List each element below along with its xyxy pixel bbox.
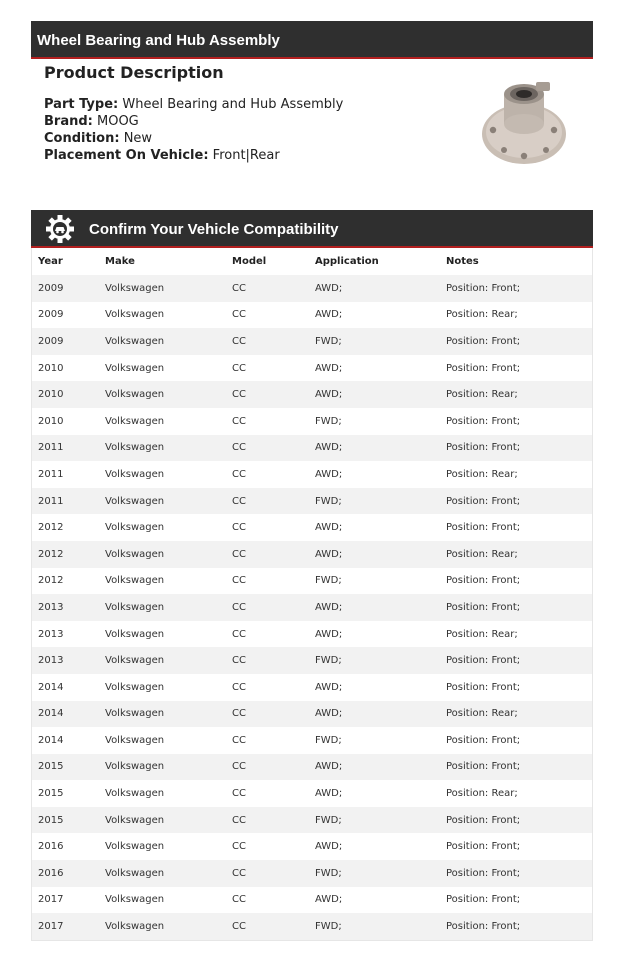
- cell-model: CC: [232, 601, 246, 613]
- cell-notes: Position: Rear;: [446, 548, 518, 560]
- cell-notes: Position: Front;: [446, 282, 521, 294]
- cell-year: 2015: [38, 761, 64, 773]
- cell-application: AWD;: [315, 708, 343, 720]
- cell-application: FWD;: [315, 415, 342, 427]
- table-row: [32, 674, 592, 701]
- cell-year: 2012: [38, 575, 64, 587]
- cell-application: AWD;: [315, 841, 343, 853]
- table-row: [32, 833, 592, 860]
- col-model: Model: [232, 256, 267, 267]
- cell-application: AWD;: [315, 601, 343, 613]
- cell-make: Volkswagen: [105, 362, 165, 374]
- cell-make: Volkswagen: [105, 708, 165, 720]
- cell-year: 2010: [38, 415, 64, 427]
- compatibility-bar: [31, 210, 593, 248]
- cell-application: AWD;: [315, 442, 343, 454]
- cell-make: Volkswagen: [105, 681, 165, 693]
- cell-model: CC: [232, 788, 246, 800]
- cell-notes: Position: Front;: [446, 894, 521, 906]
- cell-make: Volkswagen: [105, 921, 165, 933]
- field-label: Part Type:: [44, 97, 119, 112]
- cell-model: CC: [232, 681, 246, 693]
- cell-make: Volkswagen: [105, 468, 165, 480]
- table-row: [32, 860, 592, 887]
- cell-notes: Position: Rear;: [446, 309, 518, 321]
- cell-model: CC: [232, 867, 246, 879]
- cell-make: Volkswagen: [105, 495, 165, 507]
- cell-application: FWD;: [315, 495, 342, 507]
- table-row: [32, 807, 592, 834]
- cell-make: Volkswagen: [105, 814, 165, 826]
- table-row: [32, 568, 592, 595]
- cell-notes: Position: Front;: [446, 734, 521, 746]
- gear-car-icon: [45, 214, 75, 244]
- cell-application: AWD;: [315, 681, 343, 693]
- cell-make: Volkswagen: [105, 442, 165, 454]
- wheel-hub-image: [478, 74, 574, 170]
- table-row: [32, 541, 592, 568]
- cell-year: 2015: [38, 814, 64, 826]
- table-row: [32, 355, 592, 382]
- field-label: Brand:: [44, 114, 93, 129]
- table-row: [32, 780, 592, 807]
- cell-year: 2016: [38, 867, 64, 879]
- col-make: Make: [105, 256, 135, 267]
- cell-model: CC: [232, 628, 246, 640]
- cell-model: CC: [232, 442, 246, 454]
- cell-notes: Position: Front;: [446, 761, 521, 773]
- cell-make: Volkswagen: [105, 548, 165, 560]
- cell-notes: Position: Rear;: [446, 389, 518, 401]
- cell-notes: Position: Front;: [446, 575, 521, 587]
- cell-make: Volkswagen: [105, 601, 165, 613]
- cell-make: Volkswagen: [105, 522, 165, 534]
- table-row: [32, 435, 592, 462]
- cell-make: Volkswagen: [105, 282, 165, 294]
- cell-year: 2011: [38, 468, 64, 480]
- table-row: [32, 302, 592, 329]
- product-description: [44, 64, 464, 164]
- table-row: [32, 913, 592, 940]
- cell-year: 2014: [38, 734, 64, 746]
- field-label: Placement On Vehicle:: [44, 148, 209, 163]
- cell-application: AWD;: [315, 362, 343, 374]
- cell-notes: Position: Rear;: [446, 708, 518, 720]
- cell-model: CC: [232, 495, 246, 507]
- cell-make: Volkswagen: [105, 841, 165, 853]
- cell-year: 2011: [38, 442, 64, 454]
- col-year: Year: [38, 256, 63, 267]
- cell-model: CC: [232, 335, 246, 347]
- cell-make: Volkswagen: [105, 628, 165, 640]
- cell-year: 2017: [38, 921, 64, 933]
- table-header-row: [32, 248, 592, 275]
- brand-row: [44, 113, 464, 130]
- cell-application: AWD;: [315, 309, 343, 321]
- cell-year: 2014: [38, 708, 64, 720]
- table-row: [32, 647, 592, 674]
- cell-application: AWD;: [315, 548, 343, 560]
- cell-application: FWD;: [315, 575, 342, 587]
- table-row: [32, 275, 592, 302]
- cell-notes: Position: Front;: [446, 362, 521, 374]
- cell-make: Volkswagen: [105, 788, 165, 800]
- table-row: [32, 381, 592, 408]
- cell-year: 2013: [38, 628, 64, 640]
- cell-model: CC: [232, 282, 246, 294]
- cell-application: AWD;: [315, 468, 343, 480]
- cell-model: CC: [232, 655, 246, 667]
- title-bar: [31, 21, 593, 59]
- cell-notes: Position: Front;: [446, 442, 521, 454]
- cell-application: AWD;: [315, 522, 343, 534]
- field-value: MOOG: [97, 114, 139, 129]
- cell-model: CC: [232, 415, 246, 427]
- cell-notes: Position: Rear;: [446, 468, 518, 480]
- cell-application: FWD;: [315, 814, 342, 826]
- col-notes: Notes: [446, 256, 479, 267]
- table-row: [32, 621, 592, 648]
- page-title: Wheel Bearing and Hub Assembly: [37, 32, 280, 49]
- condition-row: [44, 130, 464, 147]
- cell-application: AWD;: [315, 628, 343, 640]
- cell-notes: Position: Front;: [446, 522, 521, 534]
- cell-year: 2014: [38, 681, 64, 693]
- table-row: [32, 408, 592, 435]
- cell-notes: Position: Front;: [446, 655, 521, 667]
- cell-year: 2013: [38, 601, 64, 613]
- cell-year: 2012: [38, 522, 64, 534]
- cell-application: FWD;: [315, 335, 342, 347]
- cell-make: Volkswagen: [105, 575, 165, 587]
- table-row: [32, 727, 592, 754]
- col-application: Application: [315, 256, 379, 267]
- cell-model: CC: [232, 575, 246, 587]
- cell-notes: Position: Rear;: [446, 628, 518, 640]
- cell-application: AWD;: [315, 389, 343, 401]
- cell-year: 2009: [38, 309, 64, 321]
- cell-application: FWD;: [315, 921, 342, 933]
- cell-application: AWD;: [315, 282, 343, 294]
- cell-make: Volkswagen: [105, 867, 165, 879]
- cell-year: 2017: [38, 894, 64, 906]
- cell-make: Volkswagen: [105, 734, 165, 746]
- cell-notes: Position: Rear;: [446, 788, 518, 800]
- table-row: [32, 514, 592, 541]
- cell-notes: Position: Front;: [446, 921, 521, 933]
- cell-model: CC: [232, 814, 246, 826]
- table-row: [32, 754, 592, 781]
- cell-notes: Position: Front;: [446, 495, 521, 507]
- table-row: [32, 887, 592, 914]
- cell-model: CC: [232, 708, 246, 720]
- cell-model: CC: [232, 734, 246, 746]
- cell-application: AWD;: [315, 894, 343, 906]
- table-row: [32, 328, 592, 355]
- field-value: Front|Rear: [212, 148, 280, 163]
- cell-application: FWD;: [315, 655, 342, 667]
- cell-year: 2010: [38, 389, 64, 401]
- cell-application: FWD;: [315, 867, 342, 879]
- cell-year: 2012: [38, 548, 64, 560]
- cell-year: 2009: [38, 282, 64, 294]
- cell-model: CC: [232, 841, 246, 853]
- cell-year: 2013: [38, 655, 64, 667]
- description-heading: Product Description: [44, 63, 224, 82]
- placement-row: [44, 147, 464, 164]
- cell-model: CC: [232, 894, 246, 906]
- cell-application: FWD;: [315, 734, 342, 746]
- cell-notes: Position: Front;: [446, 681, 521, 693]
- cell-application: AWD;: [315, 761, 343, 773]
- cell-make: Volkswagen: [105, 894, 165, 906]
- table-row: [32, 701, 592, 728]
- cell-make: Volkswagen: [105, 761, 165, 773]
- cell-model: CC: [232, 468, 246, 480]
- cell-notes: Position: Front;: [446, 335, 521, 347]
- field-label: Condition:: [44, 131, 120, 146]
- cell-notes: Position: Front;: [446, 867, 521, 879]
- part-type-row: [44, 96, 464, 113]
- cell-year: 2010: [38, 362, 64, 374]
- cell-notes: Position: Front;: [446, 415, 521, 427]
- cell-make: Volkswagen: [105, 309, 165, 321]
- cell-application: AWD;: [315, 788, 343, 800]
- compatibility-table: [31, 248, 593, 941]
- table-row: [32, 488, 592, 515]
- cell-model: CC: [232, 309, 246, 321]
- cell-year: 2016: [38, 841, 64, 853]
- field-value: Wheel Bearing and Hub Assembly: [122, 97, 344, 112]
- table-row: [32, 461, 592, 488]
- table-row: [32, 594, 592, 621]
- cell-make: Volkswagen: [105, 415, 165, 427]
- cell-model: CC: [232, 389, 246, 401]
- cell-make: Volkswagen: [105, 335, 165, 347]
- cell-model: CC: [232, 548, 246, 560]
- cell-notes: Position: Front;: [446, 814, 521, 826]
- cell-notes: Position: Front;: [446, 841, 521, 853]
- compatibility-title: Confirm Your Vehicle Compatibility: [89, 221, 339, 238]
- cell-make: Volkswagen: [105, 655, 165, 667]
- cell-model: CC: [232, 921, 246, 933]
- cell-notes: Position: Front;: [446, 601, 521, 613]
- cell-model: CC: [232, 522, 246, 534]
- field-value: New: [123, 131, 153, 146]
- cell-year: 2011: [38, 495, 64, 507]
- cell-year: 2015: [38, 788, 64, 800]
- cell-make: Volkswagen: [105, 389, 165, 401]
- cell-model: CC: [232, 761, 246, 773]
- cell-year: 2009: [38, 335, 64, 347]
- cell-model: CC: [232, 362, 246, 374]
